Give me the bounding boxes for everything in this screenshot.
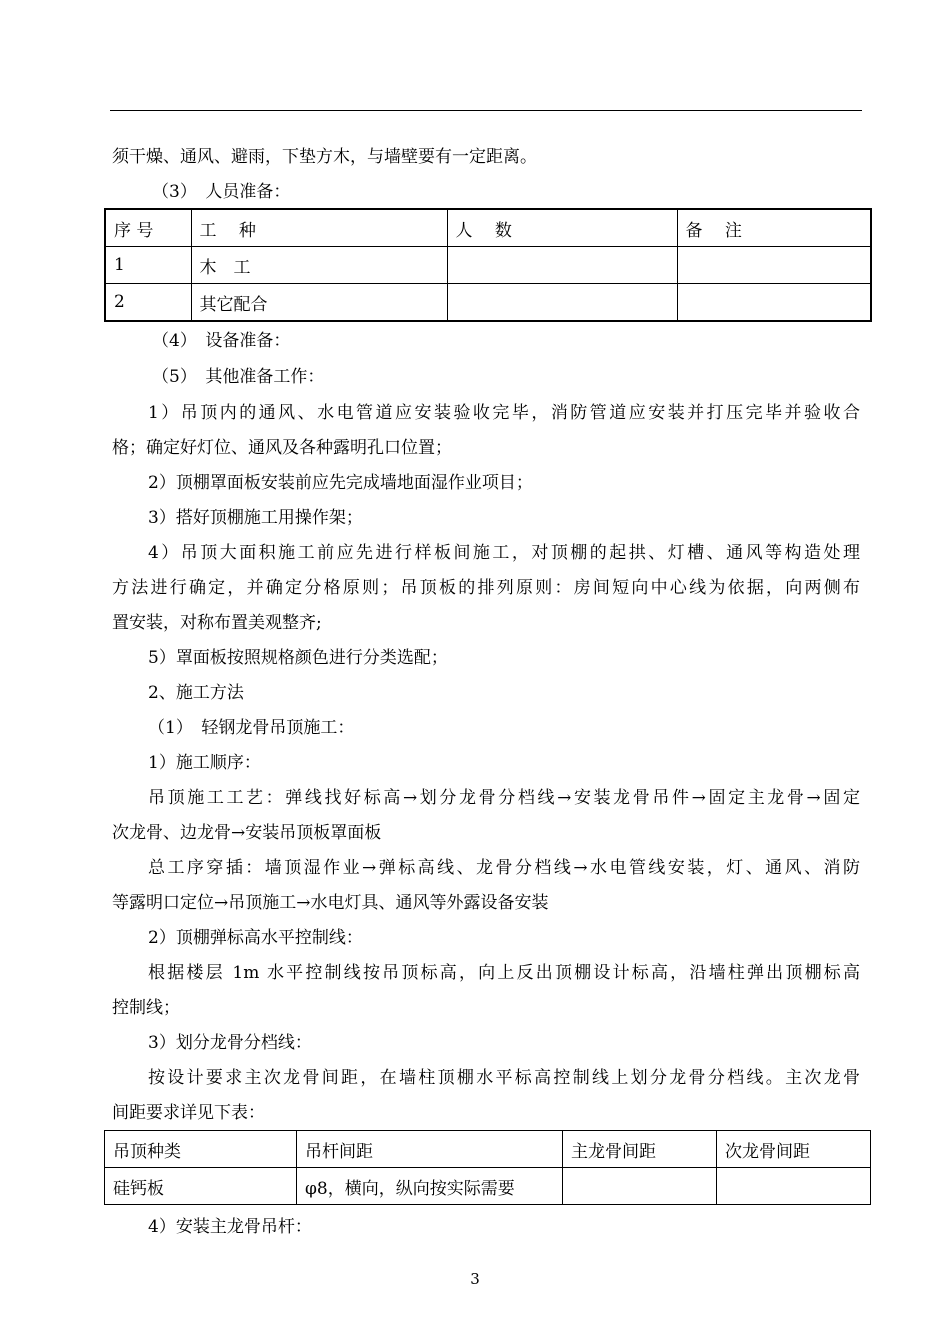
paragraph-line: 4）安装主龙骨吊杆： <box>148 1217 312 1237</box>
paragraph-line: 2）顶棚弹标高水平控制线： <box>148 928 363 948</box>
paragraph-line: 格；确定好灯位、通风及各种露明孔口位置； <box>112 438 452 458</box>
table-header-cell: 次龙骨间距 <box>717 1131 871 1168</box>
paragraph-line: 等露明口定位→吊顶施工→水电灯具、通风等外露设备安装 <box>112 893 549 913</box>
table-cell <box>677 284 871 322</box>
table-cell: φ8，横向，纵向按实际需要 <box>297 1168 563 1205</box>
paragraph-line: 1）施工顺序： <box>148 753 261 773</box>
paragraph-line: 3）划分龙骨分档线： <box>148 1033 312 1053</box>
header-rule <box>110 110 862 111</box>
paragraph-line: 控制线； <box>112 998 180 1018</box>
table-cell: 其它配合 <box>191 284 447 322</box>
paragraph-line: 吊顶施工工艺：弹线找好标高→划分龙骨分档线→安装龙骨吊件→固定主龙骨→固定 <box>148 788 860 808</box>
table-cell <box>677 247 871 284</box>
paragraph-line: 3）搭好顶棚施工用操作架； <box>148 508 363 528</box>
paragraph-line: 5）罩面板按照规格颜色进行分类选配； <box>148 648 448 668</box>
table-header-cell: 吊顶种类 <box>105 1131 297 1168</box>
paragraph-line: 4）吊顶大面积施工前应先进行样板间施工，对顶棚的起拱、灯槽、通风等构造处理 <box>148 543 860 563</box>
table-cell <box>563 1168 717 1205</box>
table-row <box>105 1168 871 1205</box>
paragraph-line: 置安装，对称布置美观整齐; <box>112 613 322 633</box>
section-heading-staff: （3） 人员准备： <box>152 182 291 202</box>
table-header-cell: 主龙骨间距 <box>563 1131 717 1168</box>
table-cell <box>447 247 677 284</box>
table-cell: 木 工 <box>191 247 447 284</box>
table-header-cell: 吊杆间距 <box>297 1131 563 1168</box>
section-heading-other: （5） 其他准备工作： <box>152 367 325 387</box>
table-header-cell: 人 数 <box>447 209 677 247</box>
table-header-cell: 序 号 <box>105 209 191 247</box>
table-cell <box>717 1168 871 1205</box>
table-cell: 2 <box>105 284 191 322</box>
table-cell: 1 <box>105 247 191 284</box>
paragraph-line: 方法进行确定，并确定分格原则；吊顶板的排列原则：房间短向中心线为依据，向两侧布 <box>112 578 860 598</box>
section-heading-method: 2、施工方法 <box>148 683 244 703</box>
table-row <box>105 284 871 322</box>
section-heading-equipment: （4） 设备准备： <box>152 331 291 351</box>
paragraph-line: 须干燥、通风、避雨，下垫方木，与墙壁要有一定距离。 <box>112 147 537 167</box>
paragraph-line: 间距要求详见下表： <box>112 1103 265 1123</box>
paragraph-line: 2）顶棚罩面板安装前应先完成墙地面湿作业项目； <box>148 473 533 493</box>
paragraph-line: 次龙骨、边龙骨→安装吊顶板罩面板 <box>112 823 382 843</box>
page-number: 3 <box>470 1270 480 1288</box>
paragraph-line: 按设计要求主次龙骨间距，在墙柱顶棚水平标高控制线上划分龙骨分档线。主次龙骨 <box>148 1068 860 1088</box>
paragraph-line: 根据楼层 1m 水平控制线按吊顶标高，向上反出顶棚设计标高，沿墙柱弹出顶棚标高 <box>148 963 860 983</box>
staff-table <box>104 208 872 322</box>
table-header-cell: 工 种 <box>191 209 447 247</box>
table-cell <box>447 284 677 322</box>
table-row <box>105 247 871 284</box>
table-header-row <box>105 209 871 247</box>
table-header-cell: 备 注 <box>677 209 871 247</box>
paragraph-line: 1）吊顶内的通风、水电管道应安装验收完毕，消防管道应安装并打压完毕并验收合 <box>148 403 860 423</box>
table-cell: 硅钙板 <box>105 1168 297 1205</box>
section-heading-light-steel: （1） 轻钢龙骨吊顶施工： <box>148 718 355 738</box>
spacing-table <box>104 1130 871 1205</box>
paragraph-line: 总工序穿插：墙顶湿作业→弹标高线、龙骨分档线→水电管线安装，灯、通风、消防 <box>148 858 860 878</box>
table-header-row <box>105 1131 871 1168</box>
